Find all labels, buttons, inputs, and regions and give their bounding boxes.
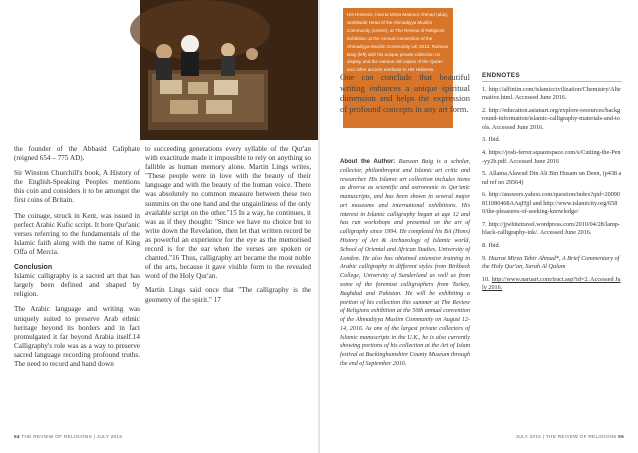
footer-right <box>516 434 624 439</box>
endnote-item <box>482 107 622 132</box>
endnote-number: 10. <box>482 275 490 283</box>
left-page-column-1 <box>14 145 140 375</box>
endnote-text: Allama Alawud Din Ali Bin Husam un Deen, (p438 and ref no 29564) <box>482 170 622 186</box>
endnote-link[interactable]: http://education.asianart.org/explore-resources/background-information/islamic-calligraphy-materials-and-tools. Accessed June 2016. <box>482 107 621 131</box>
paragraph: Martin Lings said once that "The calligraphy is the geometry of the spirit." 17 <box>145 286 311 304</box>
about-the-author <box>340 158 470 369</box>
endnote-link[interactable]: http://jjwhitetravel.wordpress.com/2010/04/28/lamp-black-calligraphy-ink/. Accessed June 2016. <box>482 220 620 237</box>
exhibition-photo-illustration <box>140 0 318 140</box>
endnote-number: 7. <box>482 220 487 228</box>
endnote-item <box>482 242 622 250</box>
paragraph: Sir Winston Churchill's book, A History of the English-Speaking Peoples mentions this coin and considers it to be amongst the first coins of Britain. <box>14 169 140 205</box>
endnote-item <box>482 170 622 187</box>
endnote-item <box>482 221 622 238</box>
left-page-column-2 <box>145 145 311 310</box>
pull-quote: One can conclude that beautiful writing enhances a unique spiritual dimension and helps the expression of profound concepts in any art form. <box>340 72 470 114</box>
endnote-link[interactable]: http://www.naruart.com/tract.asp?id=2. Accessed July 2016. <box>482 275 621 292</box>
endnote-item <box>482 86 622 103</box>
page-gutter <box>318 0 320 453</box>
footer-right-text: JULY 2016 | THE REVIEW OF RELIGIONS <box>515 434 617 439</box>
endnote-link[interactable]: http://answers.yahoo.com/question/index?qid=20090811080408AAqHjjl and http://www.islamicity.org/6580/the-pleasures-of-seeking-knowledge/ <box>482 191 620 216</box>
endnote-number: 4. <box>482 149 487 157</box>
author-label: About the Author: <box>340 159 396 165</box>
endnote-item <box>482 191 622 216</box>
footer-left <box>14 434 122 439</box>
page-number-right: 55 <box>618 434 624 439</box>
paragraph: to succeeding generations every syllable of the Qur'an with exactitude made it impossible to rely on anything so fallible as human memory alone. Martin Lings writes, "These people were in love with the beauty of their language and with the beauty of the human voice. There was absolutely no common measure between these two summits on the one hand and the ungainliness of the only available script on the other."15 In a way, he continues, it was as if they thought: "Since we have no choice but to write down the Revelation, then let that written record be as powerful an experience for the eye as the memorised record is for the ear when the verses are spoken or chanted."16 Thus, calligraphy art became the most noble of the arts, because it gave visible form to the revealed word of the Holy Qur'an. <box>145 145 311 281</box>
endnote-number: 9. <box>482 254 487 262</box>
paragraph: The coinage, struck in Kent, was issued in perfect Arabic Kufic script. It bore Qur'anic verses referring to the fundamentals of the Islamic faith along with the name of King Offa of Mercia. <box>14 211 140 256</box>
endnotes-list <box>482 86 622 292</box>
footer-left-text: THE REVIEW OF RELIGIONS | JULY 2016 <box>21 434 123 439</box>
section-heading-conclusion: Conclusion <box>14 264 53 272</box>
endnote-item <box>482 136 622 144</box>
paragraph: the founder of the Abbasid Caliphate (reigned 654 – 775 AD). <box>14 145 140 163</box>
endnotes <box>482 72 622 292</box>
endnote-number: 2. <box>482 107 487 115</box>
page-number-left: 54 <box>14 434 20 439</box>
endnote-number: 8. <box>482 241 487 249</box>
endnote-item <box>482 255 622 272</box>
endnote-link[interactable]: http://alfiniin.com/islamiccivilization/Chemistry/Alternative.html. Accessed June 2016. <box>482 86 621 102</box>
endnotes-title: ENDNOTES <box>482 72 622 82</box>
endnote-item <box>482 149 622 166</box>
endnote-text: Hazrat Mirza Tahir Ahmad*, A Brief Commentary of the Holy Qur'an, Surah Al Qalam <box>482 254 620 271</box>
endnote-item <box>482 276 622 293</box>
endnote-number: 3. <box>482 136 487 144</box>
paragraph: The Arabic language and writing was uniquely suited to preserve Arab ethnic heritage beyond its borders and in fact promulgated it far beyond Arabia itself.14 Calligraphy's role was as a way to preserve sacred language recording profound truths. The need to record and hand down <box>14 305 140 368</box>
endnote-number: 1. <box>482 86 487 93</box>
author-bio: Razwan Baig is a scholar, collector, philanthropist and Islamic art critic and researcher. His Islamic art collection includes items as diverse as scientific and astronomic to Qur'anic manuscripts, and has been shown in several major art museums and international exhibitions. His interest in Islamic calligraphy began at age 12 and has run workshops and presented on the art of calligraphy since 1994. He completed his BA (Hons) History of Art & Archaeology of Islamic world, School of Oriental and African Studies, University of London. He also has obtained extensive training in Arabic calligraphy in different styles from Birkbeck College, University of Sunderland as well as from some of the foremost calligraphers from Turkey, Baghdad and Pakistan. He will be exhibiting a portion of his collection this summer at The Review of Religions exhibition at the 50th annual convention of the Ahmadiyya Muslim Community on August 12-14, 2016. As one of the largest private collectors of Islamic manuscripts in the U.K., he is also currently showing portions of his collection at the Art of Islam festival at Buckinghamshire County Museum through the end of September 2016. <box>340 159 470 367</box>
endnote-text: Ibid. <box>488 136 501 144</box>
endnote-number: 6. <box>482 191 487 199</box>
paragraph: Islamic calligraphy is a sacred art that has largely been defined and shaped by religion. <box>14 272 140 299</box>
endnote-link[interactable]: https://josh-ferrer.squarespace.com/s/Cutting-the-Pen-yy2b.pdf. Accessed June 2016 <box>482 149 621 165</box>
photo-caption: His Holiness, Hazrat Mirza Masroor Ahmad (aba), worldwide Head of the Ahmadiyya Muslim Community (centre), at The Review of Religions Exhibition at the Annual Convention of the Ahmadiyya Muslim Community UK 2013. Razwan Baig (left) with his unique private collection on display and the various old copies of the Quran and other ancient artefacts to His Holiness. <box>343 8 453 128</box>
endnote-number: 5. <box>482 170 487 178</box>
endnote-text: Ibid. <box>488 241 501 249</box>
